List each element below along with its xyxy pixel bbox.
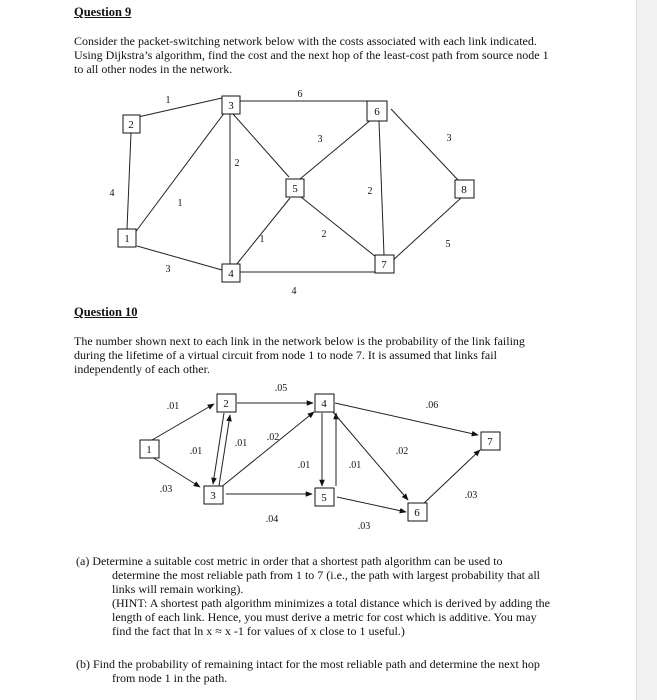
q9-node-4 — [222, 264, 240, 282]
q10-node-3 — [204, 486, 223, 504]
q9-node-5-label: 5 — [292, 183, 298, 195]
question-9-heading: Question 9 — [74, 5, 132, 19]
q10-node-2 — [217, 394, 236, 412]
part-a-line-2: determine the most reliable path from 1 to 7 (i.e., the path with largest probability that all — [112, 568, 540, 582]
q9-link-6-7 — [379, 121, 384, 255]
q10-link-2-3a — [213, 413, 224, 484]
part-a-line-6: find the fact that ln x ≈ x -1 for values of x close to 1 useful.) — [112, 624, 405, 638]
q10-prob-4-5a: .01 — [297, 460, 311, 471]
q10-prob-3-4: .02 — [266, 432, 280, 443]
q9-cost-4-5: 1 — [259, 234, 265, 245]
q10-node-4-label: 4 — [321, 398, 327, 410]
q10-network-diagram — [0, 380, 657, 540]
q10-prob-4-6: .02 — [395, 446, 409, 457]
q9-node-8-label: 8 — [461, 184, 467, 196]
q9-node-7-label: 7 — [381, 259, 387, 271]
q9-cost-5-7: 2 — [321, 229, 327, 240]
question-10-text — [74, 334, 594, 376]
q9-node-2 — [123, 115, 140, 133]
q9-cost-6-5: 3 — [317, 134, 323, 145]
part-b-line-1: (b) Find the probability of remaining intact for the most reliable path and determine the next hop — [76, 657, 540, 671]
q10-prob-2-3a: .01 — [189, 446, 203, 457]
q9-node-6 — [367, 101, 387, 121]
q9-cost-6-8: 3 — [446, 133, 452, 144]
question-9-line-1: Consider the packet-switching network below with the costs associated with each link indicated. — [74, 34, 537, 48]
q9-node-6-label: 6 — [374, 106, 380, 118]
q10-prob-1-3: .03 — [159, 484, 173, 495]
q10-link-1-3 — [152, 457, 200, 487]
q9-cost-4-7: 4 — [291, 286, 297, 297]
q10-node-5 — [315, 488, 334, 506]
q10-link-4-7 — [335, 403, 478, 435]
q9-cost-2-1: 4 — [109, 188, 115, 199]
question-9-line-3: to all other nodes in the network. — [74, 62, 233, 76]
part-a-line-3: links will remain working). — [112, 582, 244, 596]
q10-node-4 — [315, 394, 334, 412]
q10-node-2-label: 2 — [223, 398, 229, 410]
q9-cost-8-7: 5 — [445, 239, 451, 250]
q9-cost-1-4: 3 — [165, 264, 171, 275]
q9-link-1-3 — [134, 112, 225, 234]
question-10-line-3: independently of each other. — [74, 362, 210, 376]
q9-link-5-7 — [301, 197, 376, 257]
q10-node-6-label: 6 — [414, 507, 420, 519]
question-10-part-a — [76, 554, 596, 638]
q10-node-6 — [408, 503, 427, 521]
q9-node-5 — [286, 179, 304, 197]
q10-prob-3-5: .04 — [265, 514, 279, 525]
part-a-line-1: (a) Determine a suitable cost metric in order that a shortest path algorithm can be used to — [76, 554, 503, 568]
q9-cost-2-3: 1 — [165, 95, 171, 106]
q10-prob-6-7: .03 — [464, 490, 478, 501]
q9-link-8-7 — [391, 198, 461, 262]
q10-link-2-3b — [219, 415, 230, 486]
q9-network-diagram — [0, 0, 657, 300]
q10-prob-4-7: .06 — [425, 400, 439, 411]
q10-node-7-label: 7 — [487, 436, 493, 448]
q10-prob-4-5b: .01 — [348, 460, 362, 471]
q9-cost-1-3: 1 — [177, 198, 183, 209]
q10-node-5-label: 5 — [321, 492, 327, 504]
q10-node-3-label: 3 — [210, 490, 216, 502]
part-a-line-5: length of each link. Hence, you must derive a metric for cost which is additive. You may — [112, 610, 537, 624]
part-a-line-4: (HINT: A shortest path algorithm minimizes a total distance which is derived by adding the — [112, 596, 550, 610]
q10-link-3-4 — [220, 412, 314, 488]
q10-prob-5-6: .03 — [357, 521, 371, 532]
q9-node-1-label: 1 — [124, 233, 130, 245]
q10-node-1-label: 1 — [146, 444, 152, 456]
q9-link-6-5 — [300, 119, 372, 179]
q9-cost-3-4: 2 — [234, 158, 240, 169]
q10-prob-2-3b: .01 — [234, 438, 248, 449]
q10-prob-1-2: .01 — [166, 401, 180, 412]
q10-link-1-2 — [152, 404, 214, 440]
q9-link-2-3 — [138, 98, 222, 117]
question-9-line-2: Using Dijkstra’s algorithm, find the cost and the next hop of the least-cost path from source node 1 — [74, 48, 549, 62]
question-10-line-2: during the lifetime of a virtual circuit from node 1 to node 7. It is assumed that links fail — [74, 348, 497, 362]
q9-link-2-1 — [127, 133, 131, 229]
q9-link-6-8 — [391, 109, 459, 181]
q9-node-3 — [222, 96, 240, 114]
question-10-line-1: The number shown next to each link in the network below is the probability of the link failing — [74, 334, 525, 348]
q9-node-2-label: 2 — [128, 119, 134, 131]
q9-link-4-5 — [236, 198, 290, 265]
q9-node-7 — [375, 255, 394, 273]
part-b-line-2: from node 1 in the path. — [112, 671, 228, 685]
q9-link-1-4 — [137, 246, 222, 270]
q9-node-3-label: 3 — [228, 100, 234, 112]
q10-link-5-6 — [337, 497, 406, 512]
q9-node-4-label: 4 — [228, 268, 234, 280]
q9-cost-3-6: 6 — [297, 89, 303, 100]
q9-cost-6-7: 2 — [367, 186, 373, 197]
q10-node-1 — [140, 440, 159, 458]
q9-node-1 — [118, 229, 136, 247]
question-10-heading: Question 10 — [74, 305, 138, 319]
q10-prob-2-4: .05 — [274, 383, 288, 394]
q9-node-8 — [455, 180, 474, 198]
question-10-part-b — [76, 657, 596, 685]
q10-node-7 — [481, 432, 500, 450]
q9-link-3-5 — [233, 114, 289, 177]
